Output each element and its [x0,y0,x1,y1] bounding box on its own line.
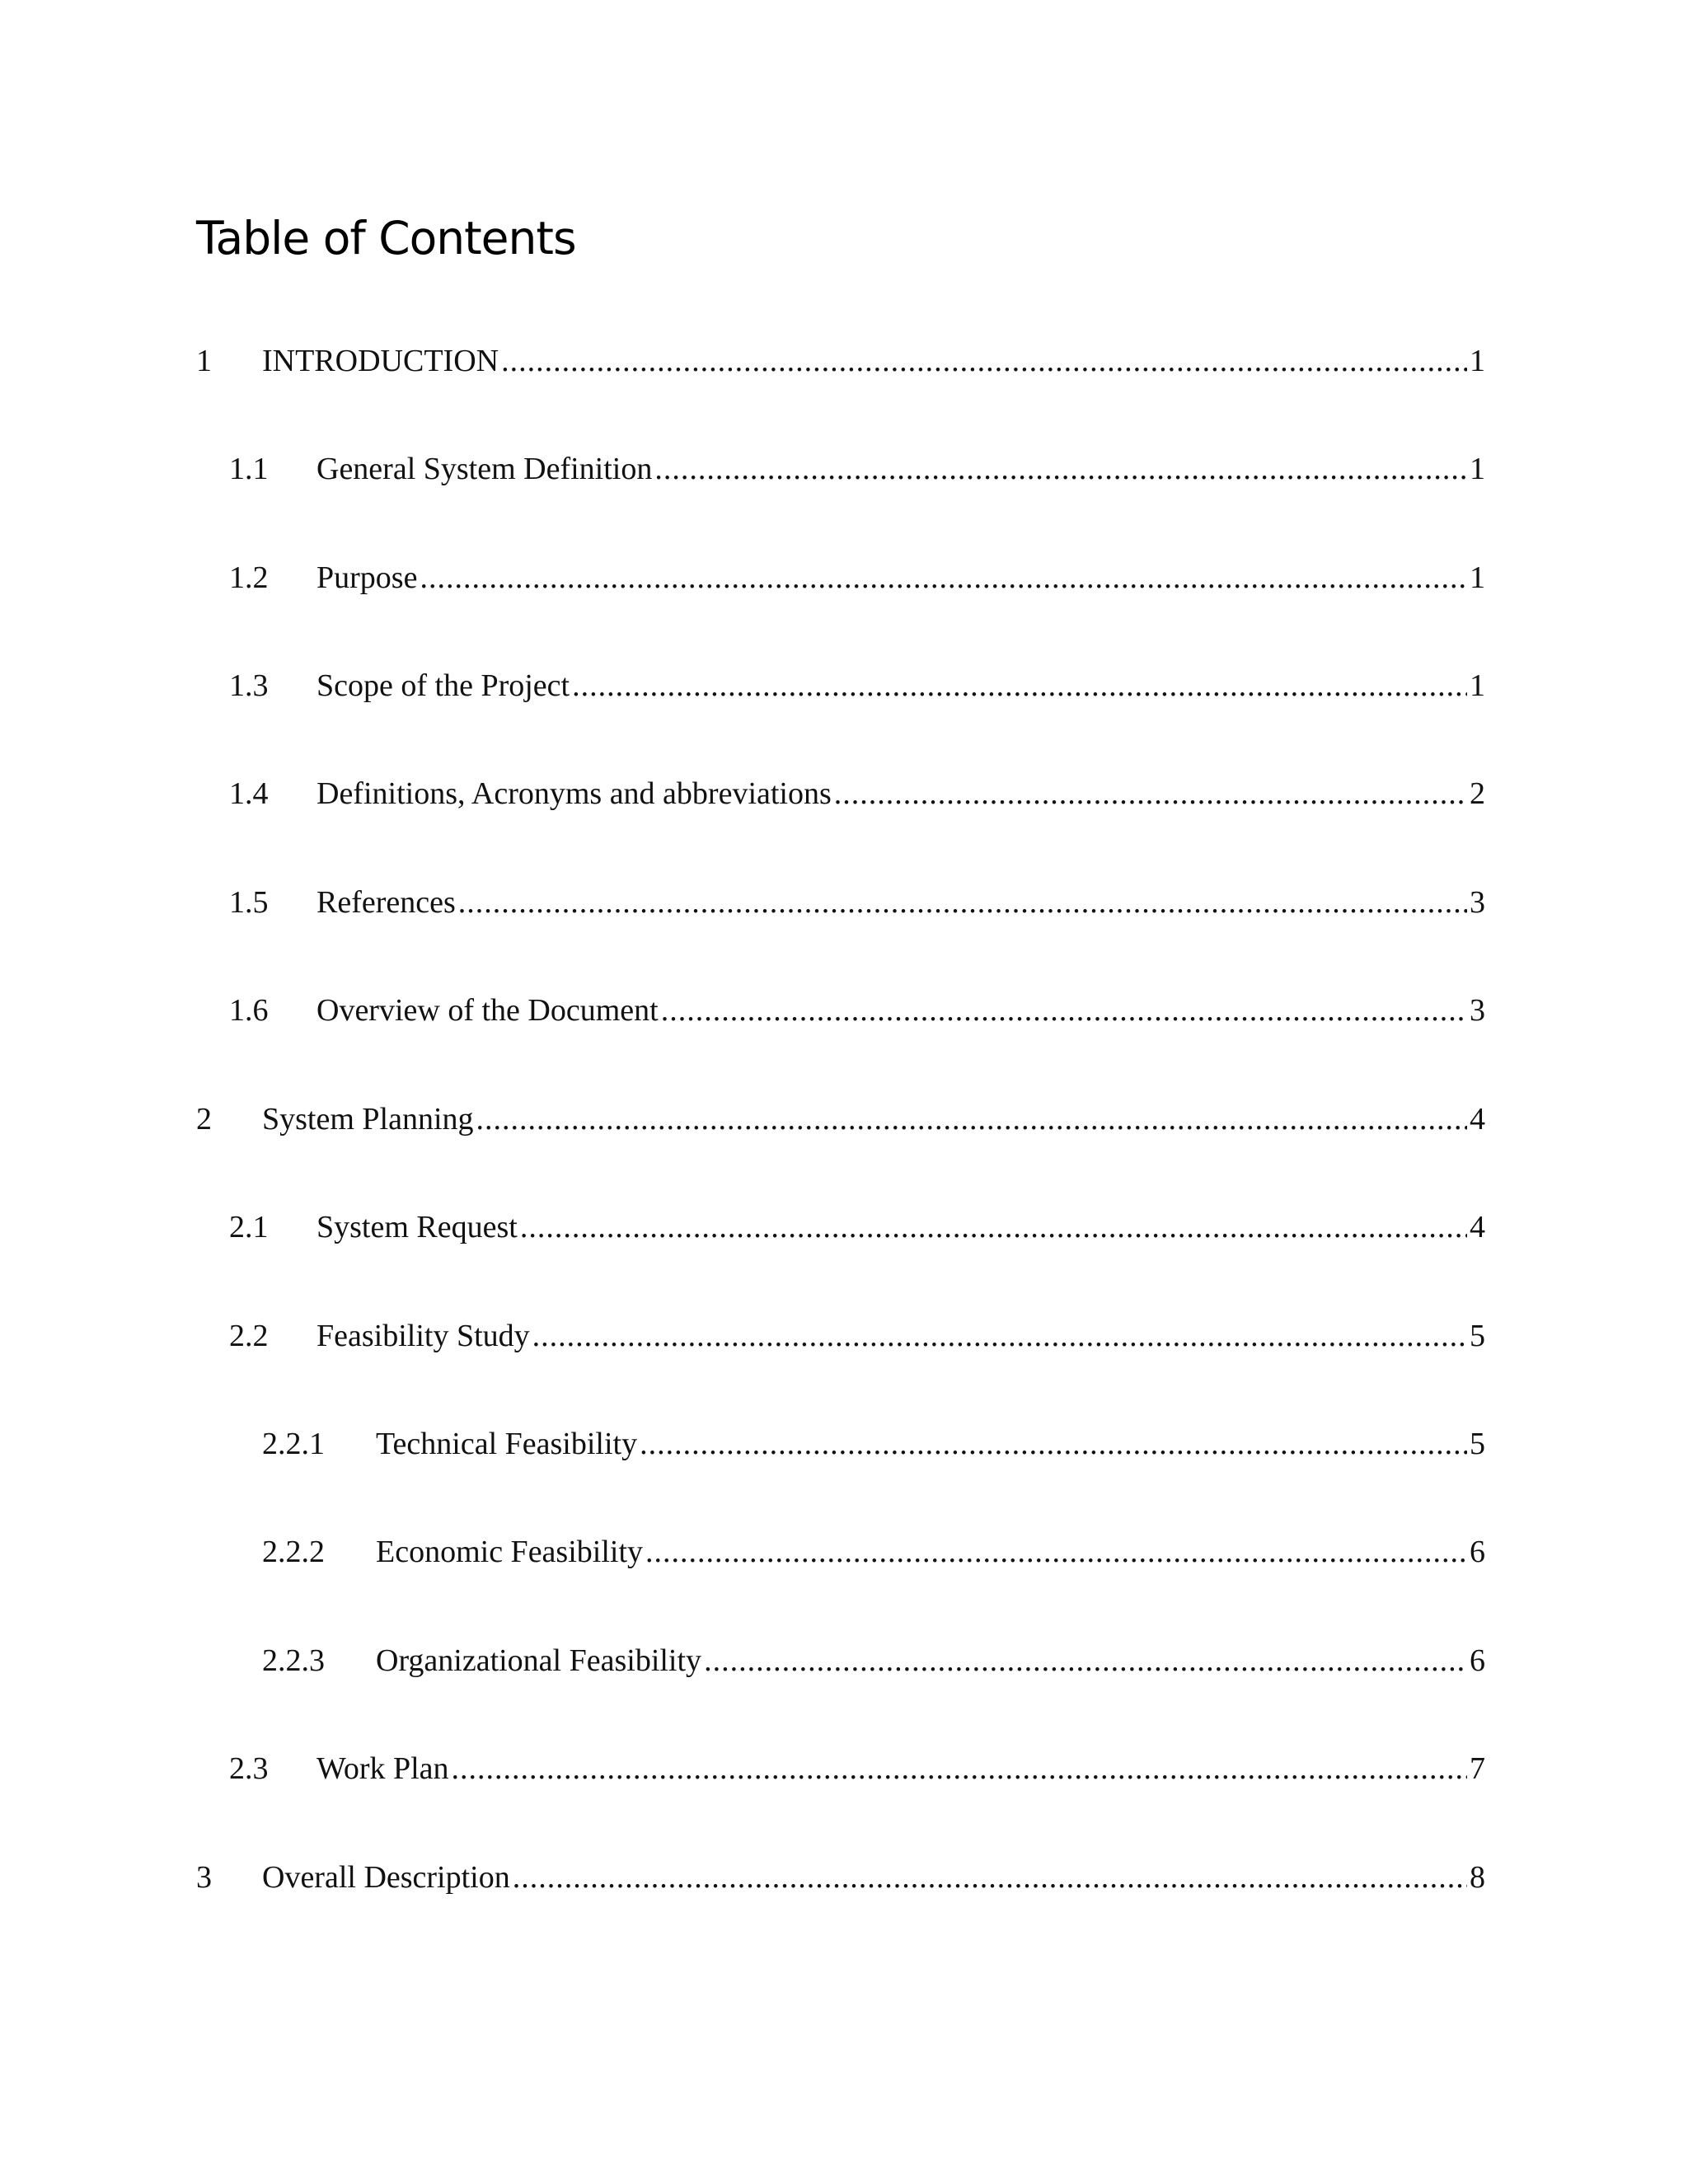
dot-leader [640,1422,1467,1465]
toc-entry[interactable] [229,448,1485,490]
dot-leader [704,1639,1467,1682]
toc-entry-page: 3 [1470,993,1485,1028]
toc-entry[interactable] [229,1206,1485,1249]
toc-entry-page: 4 [1470,1210,1485,1244]
toc-entry-page: 1 [1470,344,1485,378]
toc-entry-title: System Request [316,1210,518,1244]
dot-leader [834,772,1467,815]
toc-entry-page: 7 [1470,1751,1485,1786]
toc-entry-number: 2.2 [229,1319,269,1353]
toc-entry-title: Overall Description [262,1860,510,1895]
toc-entry-number: 2.1 [229,1210,269,1244]
toc-entry[interactable] [196,1856,1485,1899]
toc-entry-number: 2.2.1 [262,1427,325,1461]
toc-entry-number: 2 [196,1102,212,1137]
toc-entry-page: 1 [1470,668,1485,703]
toc-entry-title: INTRODUCTION [262,344,499,378]
toc-entry-number: 1.4 [229,776,269,811]
toc-entry-page: 3 [1470,885,1485,920]
toc-entry[interactable] [262,1422,1485,1465]
dot-leader [654,448,1467,490]
dot-leader [420,556,1467,599]
toc-entry-title: References [316,885,456,920]
toc-entry-number: 1.3 [229,668,269,703]
toc-entry[interactable] [229,989,1485,1032]
toc-entry-number: 3 [196,1860,212,1895]
toc-entry-title: Overview of the Document [316,993,659,1028]
toc-entry-title: Technical Feasibility [376,1427,638,1461]
toc-entry-number: 1.6 [229,993,269,1028]
toc-entry-page: 6 [1470,1643,1485,1678]
toc-entry-title: Scope of the Project [316,668,570,703]
toc-entry-title: Economic Feasibility [376,1535,644,1569]
toc-entry[interactable] [196,340,1485,382]
toc-entry-page: 5 [1470,1427,1485,1461]
dot-leader [501,340,1467,382]
toc-entry[interactable] [229,1747,1485,1790]
toc-entry-number: 2.2.3 [262,1643,325,1678]
toc-entry[interactable] [229,772,1485,815]
toc-entry-title: Purpose [316,560,418,595]
dot-leader [513,1856,1467,1899]
toc-entry[interactable] [262,1639,1485,1682]
toc-entry[interactable] [229,556,1485,599]
toc-entry[interactable] [196,1098,1485,1141]
toc-entry-page: 1 [1470,452,1485,486]
toc-entry-number: 1.5 [229,885,269,920]
toc-entry[interactable] [229,664,1485,707]
toc-entry-page: 8 [1470,1860,1485,1895]
toc-entry-title: Feasibility Study [316,1319,530,1353]
toc-entry-number: 1.2 [229,560,269,595]
dot-leader [520,1206,1467,1249]
toc-title: Table of Contents [196,212,576,265]
toc-entry[interactable] [229,881,1485,924]
toc-entry-page: 5 [1470,1319,1485,1353]
dot-leader [476,1098,1467,1141]
toc-entry-number: 1 [196,344,212,378]
dot-leader [458,881,1467,924]
dot-leader [572,664,1467,707]
toc-entry-page: 6 [1470,1535,1485,1569]
toc-entry-number: 2.2.2 [262,1535,325,1569]
toc-entry-number: 2.3 [229,1751,269,1786]
toc-entry-number: 1.1 [229,452,269,486]
dot-leader [661,989,1467,1032]
toc-entry-page: 1 [1470,560,1485,595]
toc-entry-title: Organizational Feasibility [376,1643,702,1678]
dot-leader [452,1747,1467,1790]
toc-entry-title: System Planning [262,1102,474,1137]
toc-entry[interactable] [262,1530,1485,1573]
dot-leader [532,1315,1467,1357]
toc-entry-page: 4 [1470,1102,1485,1137]
toc-entry[interactable] [229,1315,1485,1357]
toc-entry-title: Work Plan [316,1751,449,1786]
toc-entry-title: General System Definition [316,452,653,486]
dot-leader [645,1530,1467,1573]
toc-entry-page: 2 [1470,776,1485,811]
toc-entry-title: Definitions, Acronyms and abbreviations [316,776,832,811]
